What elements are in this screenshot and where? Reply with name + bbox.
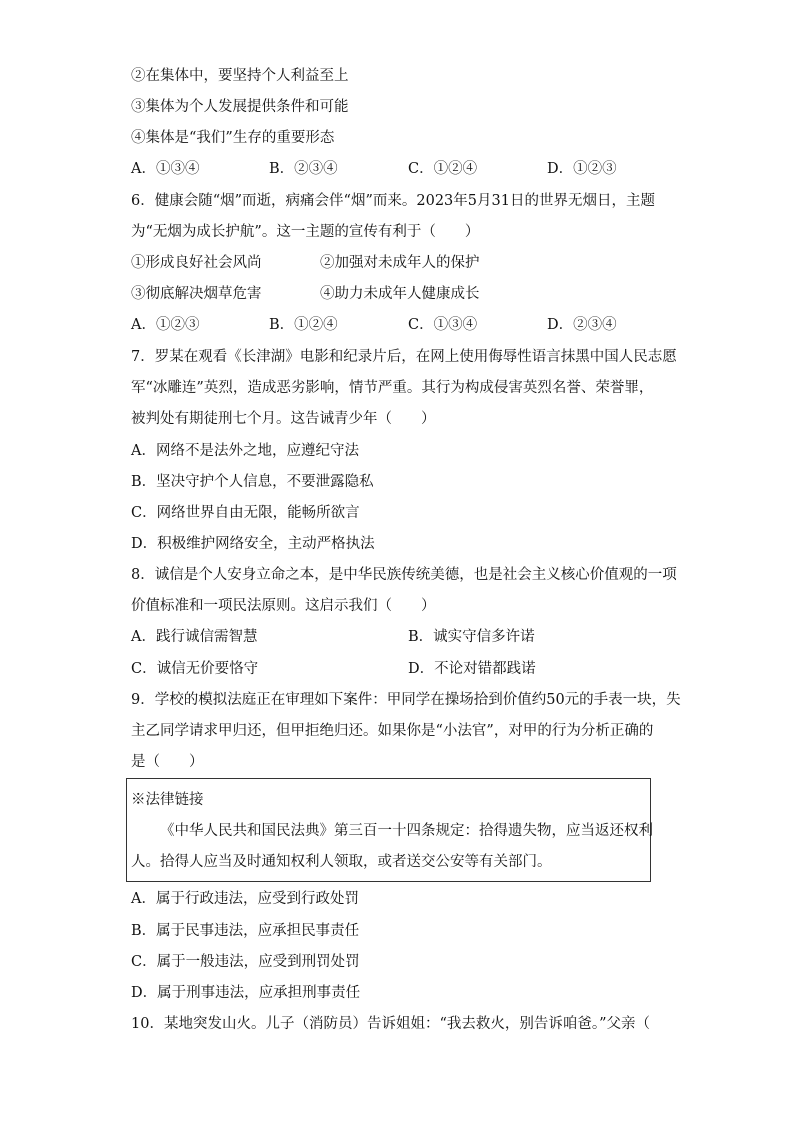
q5-option-d: D．①②③ xyxy=(547,161,617,177)
q8-option-b: B．诚实守信多许诺 xyxy=(408,629,535,645)
q8-stem-line-2: 价值标准和一项民法原则。这启示我们（ ） xyxy=(131,598,436,614)
q7-option-d: D．积极维护网络安全，主动严格执法 xyxy=(131,536,375,552)
q9-stem-line-3: 是（ ） xyxy=(131,754,204,770)
q8-option-a: A．践行诚信需智慧 xyxy=(131,629,258,645)
q9-stem-line-2: 主乙同学请求甲归还，但甲拒绝归还。如果你是“小法官”，对甲的行为分析正确的 xyxy=(131,723,654,739)
q8-stem-line-1: 8．诚信是个人安身立命之本，是中华民族传统美德，也是社会主义核心价值观的一项 xyxy=(131,567,677,583)
q5-statement-3: ③集体为个人发展提供条件和可能 xyxy=(131,99,349,115)
q9-option-a: A．属于行政违法，应受到行政处罚 xyxy=(131,891,359,907)
q7-stem-line-2: 军“冰雕连”英烈，造成恶劣影响，情节严重。其行为构成侵害英烈名誉、荣誉罪， xyxy=(131,380,654,396)
q5-option-b: B．②③④ xyxy=(269,161,338,177)
q6-option-c: C．①③④ xyxy=(408,317,478,333)
q5-option-a: A．①③④ xyxy=(131,161,200,177)
q6-stem-line-1: 6．健康会随“烟”而逝，病痛会伴“烟”而来。2023年5月31日的世界无烟日，主题 xyxy=(131,193,655,209)
q9-option-c: C．属于一般违法，应受到刑罚处罚 xyxy=(131,954,360,970)
law-link-line-2: 人。拾得人应当及时通知权利人领取，或者送交公安等有关部门。 xyxy=(131,854,552,870)
q6-stem-line-2: 为“无烟为成长护航”。这一主题的宣传有利于（ ） xyxy=(131,224,480,240)
q8-option-c: C．诚信无价要恪守 xyxy=(131,661,259,677)
q7-option-b: B．坚决守护个人信息，不要泄露隐私 xyxy=(131,474,374,490)
law-link-title: ※法律链接 xyxy=(131,792,204,808)
q7-option-c: C．网络世界自由无限，能畅所欲言 xyxy=(131,505,360,521)
q5-statement-2: ②在集体中，要坚持个人利益至上 xyxy=(131,68,349,84)
q6-statement-4: ④助力未成年人健康成长 xyxy=(320,286,480,302)
q7-option-a: A．网络不是法外之地，应遵纪守法 xyxy=(131,443,359,459)
q5-option-c: C．①②④ xyxy=(408,161,478,177)
q6-statement-1: ①形成良好社会风尚 xyxy=(131,255,262,271)
q6-statement-2: ②加强对未成年人的保护 xyxy=(320,255,480,271)
q9-stem-line-1: 9．学校的模拟法庭正在审理如下案件：甲同学在操场拾到价值约50元的手表一块，失 xyxy=(131,692,681,708)
q9-option-b: B．属于民事违法，应承担民事责任 xyxy=(131,923,360,939)
q6-option-d: D．②③④ xyxy=(547,317,617,333)
q7-stem-line-3: 被判处有期徒刑七个月。这告诫青少年（ ） xyxy=(131,411,436,427)
q9-option-d: D．属于刑事违法，应承担刑事责任 xyxy=(131,985,361,1001)
q10-stem-line-1: 10．某地突发山火。儿子（消防员）告诉姐姐：“我去救火，别告诉咱爸。”父亲（ xyxy=(131,1016,651,1032)
q5-statement-4: ④集体是“我们”生存的重要形态 xyxy=(131,130,335,146)
q6-option-b: B．①②④ xyxy=(269,317,338,333)
q6-option-a: A．①②③ xyxy=(131,317,200,333)
q8-option-d: D．不论对错都践诺 xyxy=(408,661,536,677)
q7-stem-line-1: 7．罗某在观看《长津湖》电影和纪录片后，在网上使用侮辱性语言抹黑中国人民志愿 xyxy=(131,349,677,365)
q6-statement-3: ③彻底解决烟草危害 xyxy=(131,286,262,302)
law-link-line-1: 《中华人民共和国民法典》第三百一十四条规定：拾得遗失物，应当返还权利 xyxy=(160,823,653,839)
